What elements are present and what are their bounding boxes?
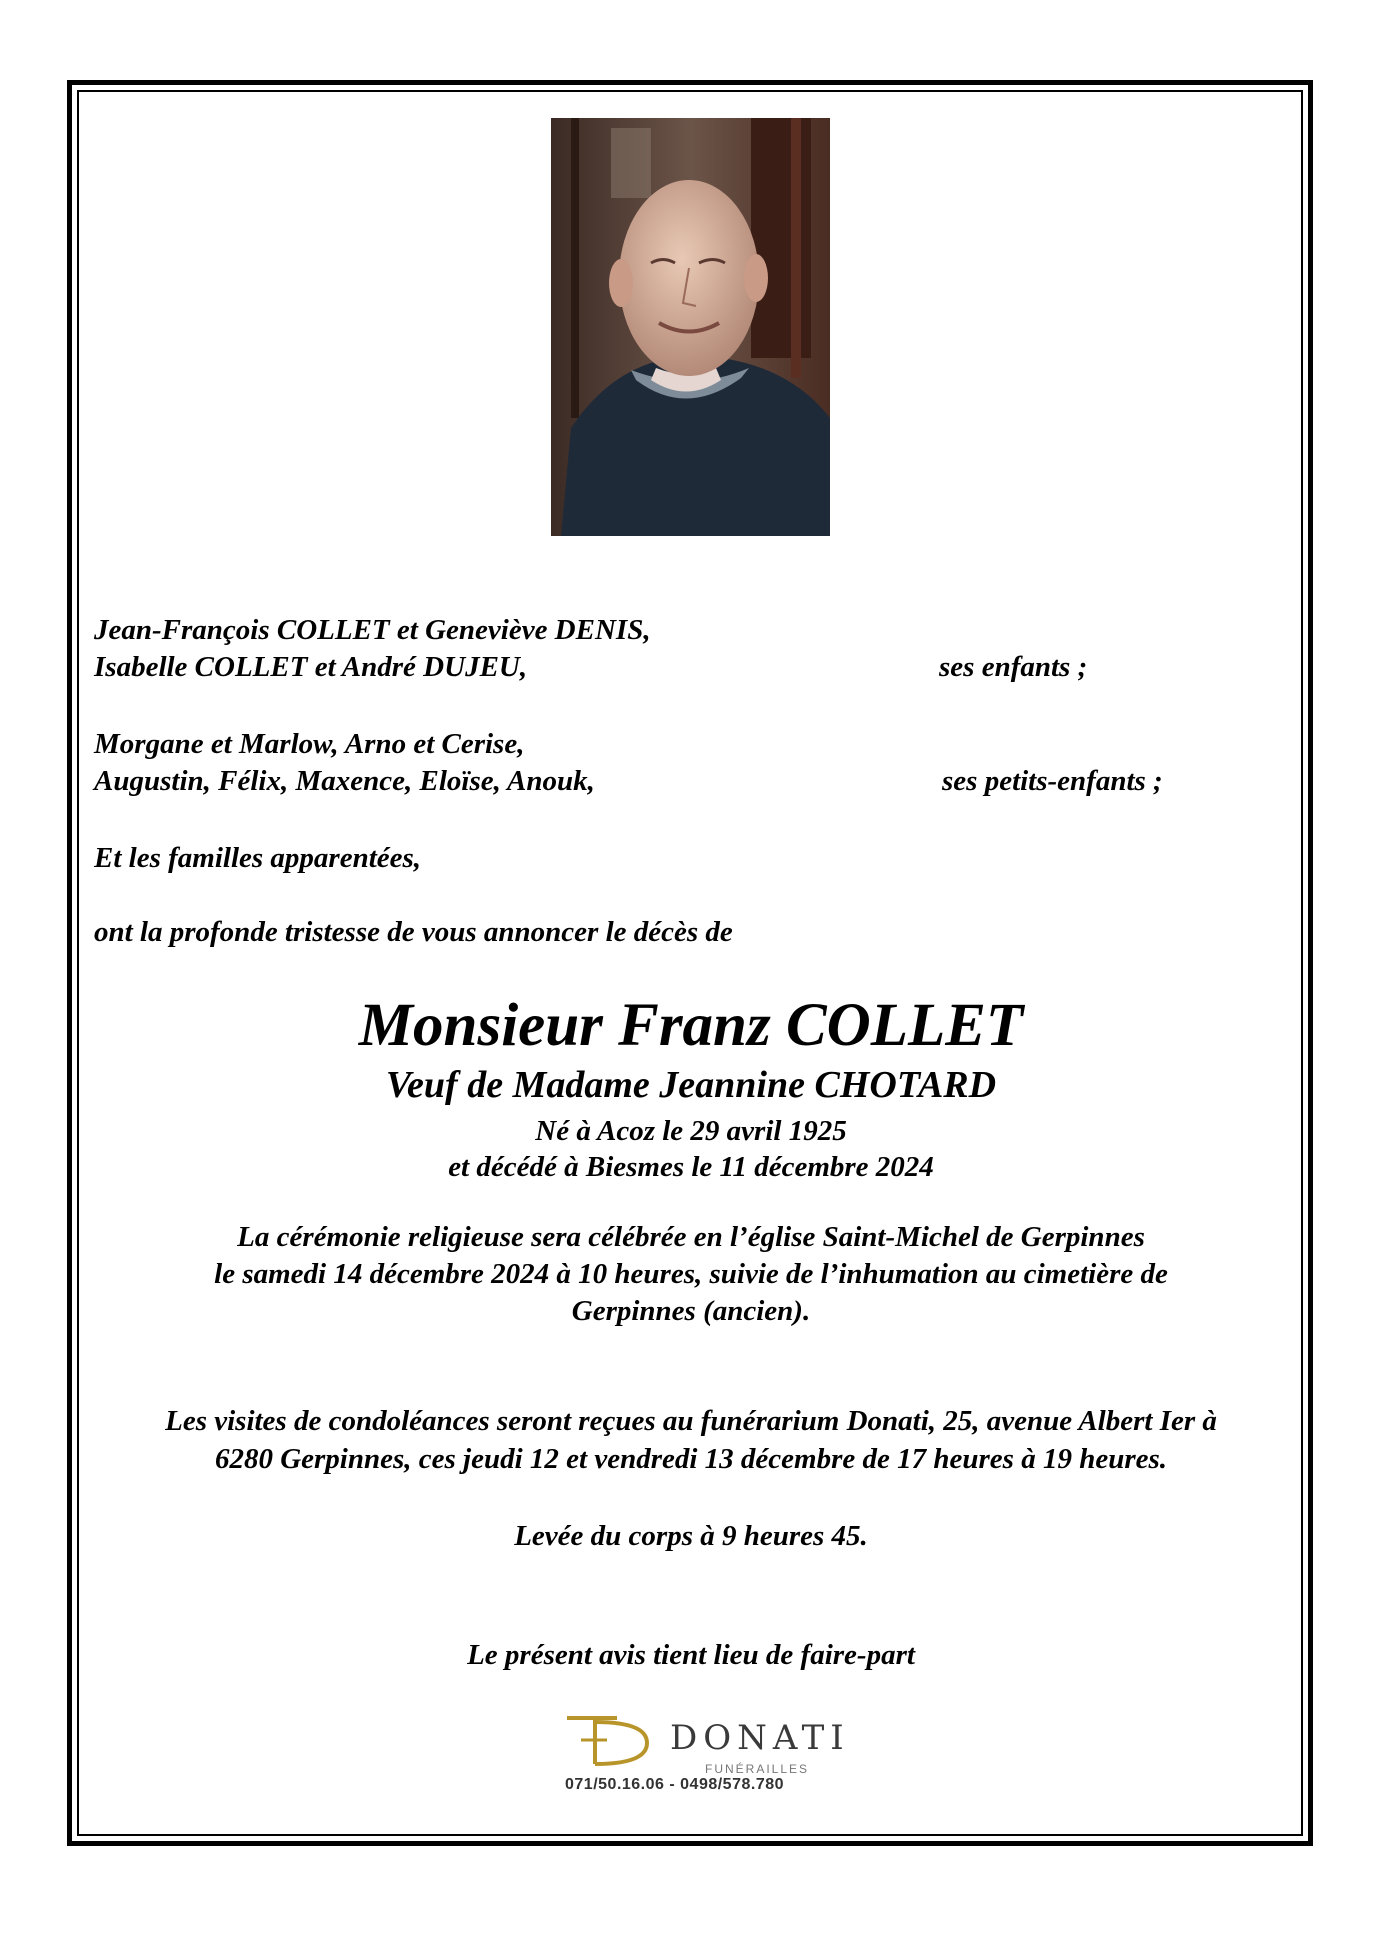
portrait-photo [551,118,830,536]
children-line-1: Jean-François COLLET et Geneviève DENIS, [94,614,651,646]
grandchildren-line-2: Augustin, Félix, Maxence, Eloïse, Anouk, [94,765,595,797]
donati-brand: DONATI [670,1718,850,1758]
ceremony-line-3: Gerpinnes (ancien). [571,1295,811,1327]
donati-subtitle: FUNÉRAILLES [705,1762,810,1776]
visits-line-2: 6280 Gerpinnes, ces jeudi 12 et vendredi 13 décembre de 17 heures à 19 heures. [214,1443,1168,1475]
widower-line: Veuf de Madame Jeannine CHOTARD [385,1064,997,1106]
notice-line: Le présent avis tient lieu de faire-part [467,1639,915,1671]
deceased-name: Monsieur Franz COLLET [358,992,1024,1059]
donati-monogram-icon [555,1712,665,1772]
levee-line: Levée du corps à 9 heures 45. [514,1520,868,1552]
donati-phones: 071/50.16.06 - 0498/578.780 [565,1776,785,1793]
birth-line: Né à Acoz le 29 avril 1925 [535,1115,847,1147]
children-line-2: Isabelle COLLET et André DUJEU, [94,651,528,683]
children-relation: ses enfants ; [939,651,1088,683]
grandchildren-relation: ses petits-enfants ; [942,765,1163,797]
ceremony-line-2: le samedi 14 décembre 2024 à 10 heures, suivie de l’inhumation au cimetière de [214,1258,1168,1290]
grandchildren-line-1: Morgane et Marlow, Arno et Cerise, [94,728,525,760]
relatives-line: Et les familles apparentées, [94,842,422,874]
visits-line-1: Les visites de condoléances seront reçues au funérarium Donati, 25, avenue Albert Ier à [165,1405,1217,1437]
donati-logo [555,1712,850,1798]
announcement-line: ont la profonde tristesse de vous annoncer le décès de [94,916,733,948]
death-line: et décédé à Biesmes le 11 décembre 2024 [448,1151,934,1183]
ceremony-line-1: La cérémonie religieuse sera célébrée en l’église Saint-Michel de Gerpinnes [237,1221,1145,1253]
